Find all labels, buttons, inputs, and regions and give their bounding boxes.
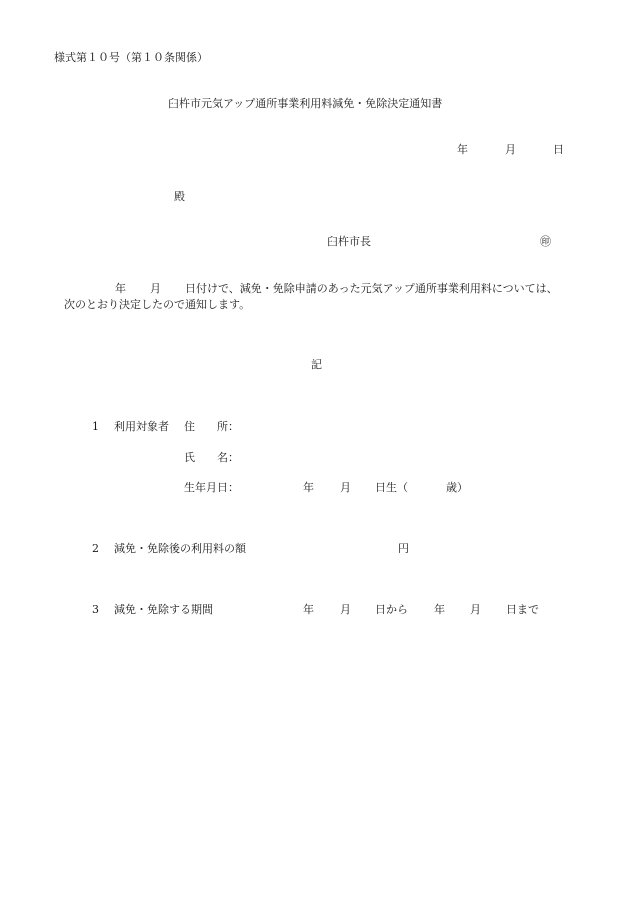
birth-year-label: 年	[303, 481, 314, 494]
period-end-year: 年	[434, 603, 445, 616]
period-start-year: 年	[303, 603, 314, 616]
date-day-label: 日	[553, 143, 564, 156]
item2-label: 減免・免除後の利用料の額	[114, 542, 246, 555]
period-end-day: 日まで	[506, 603, 539, 616]
yen-unit: 円	[398, 542, 409, 555]
period-end-month: 月	[470, 603, 481, 616]
age-label: 歳）	[446, 481, 468, 494]
address-label: 住 所：	[184, 420, 239, 433]
date-month-label: 月	[505, 143, 516, 156]
body-month-label: 月	[150, 282, 161, 295]
body-year-label: 年	[115, 282, 126, 295]
item2-number: 2	[92, 542, 99, 555]
addressee-suffix: 殿	[174, 190, 185, 203]
issuer-name: 臼杵市長	[327, 235, 371, 248]
period-start-day: 日から	[375, 603, 408, 616]
birthdate-label: 生年月日：	[184, 481, 239, 494]
birth-day-label: 日生（	[375, 481, 408, 494]
date-year-label: 年	[457, 143, 468, 156]
item3-number: 3	[92, 603, 99, 616]
ki-heading: 記	[311, 358, 322, 371]
body-line1: 日付けで、減免・免除申請のあった元気アップ通所事業利用料については、	[185, 282, 558, 295]
seal-mark: ㊞	[540, 235, 551, 248]
item1-number: 1	[92, 420, 99, 433]
name-label: 氏 名：	[184, 451, 239, 464]
body-line2: 次のとおり決定したので通知します。	[64, 298, 251, 311]
item3-label: 減免・免除する期間	[114, 603, 213, 616]
period-start-month: 月	[340, 603, 351, 616]
form-number: 様式第１０号（第１０条関係）	[54, 51, 208, 64]
birth-month-label: 月	[340, 481, 351, 494]
item1-label: 利用対象者	[114, 420, 169, 433]
document-title: 臼杵市元気アップ通所事業利用料減免・免除決定通知書	[168, 97, 443, 110]
